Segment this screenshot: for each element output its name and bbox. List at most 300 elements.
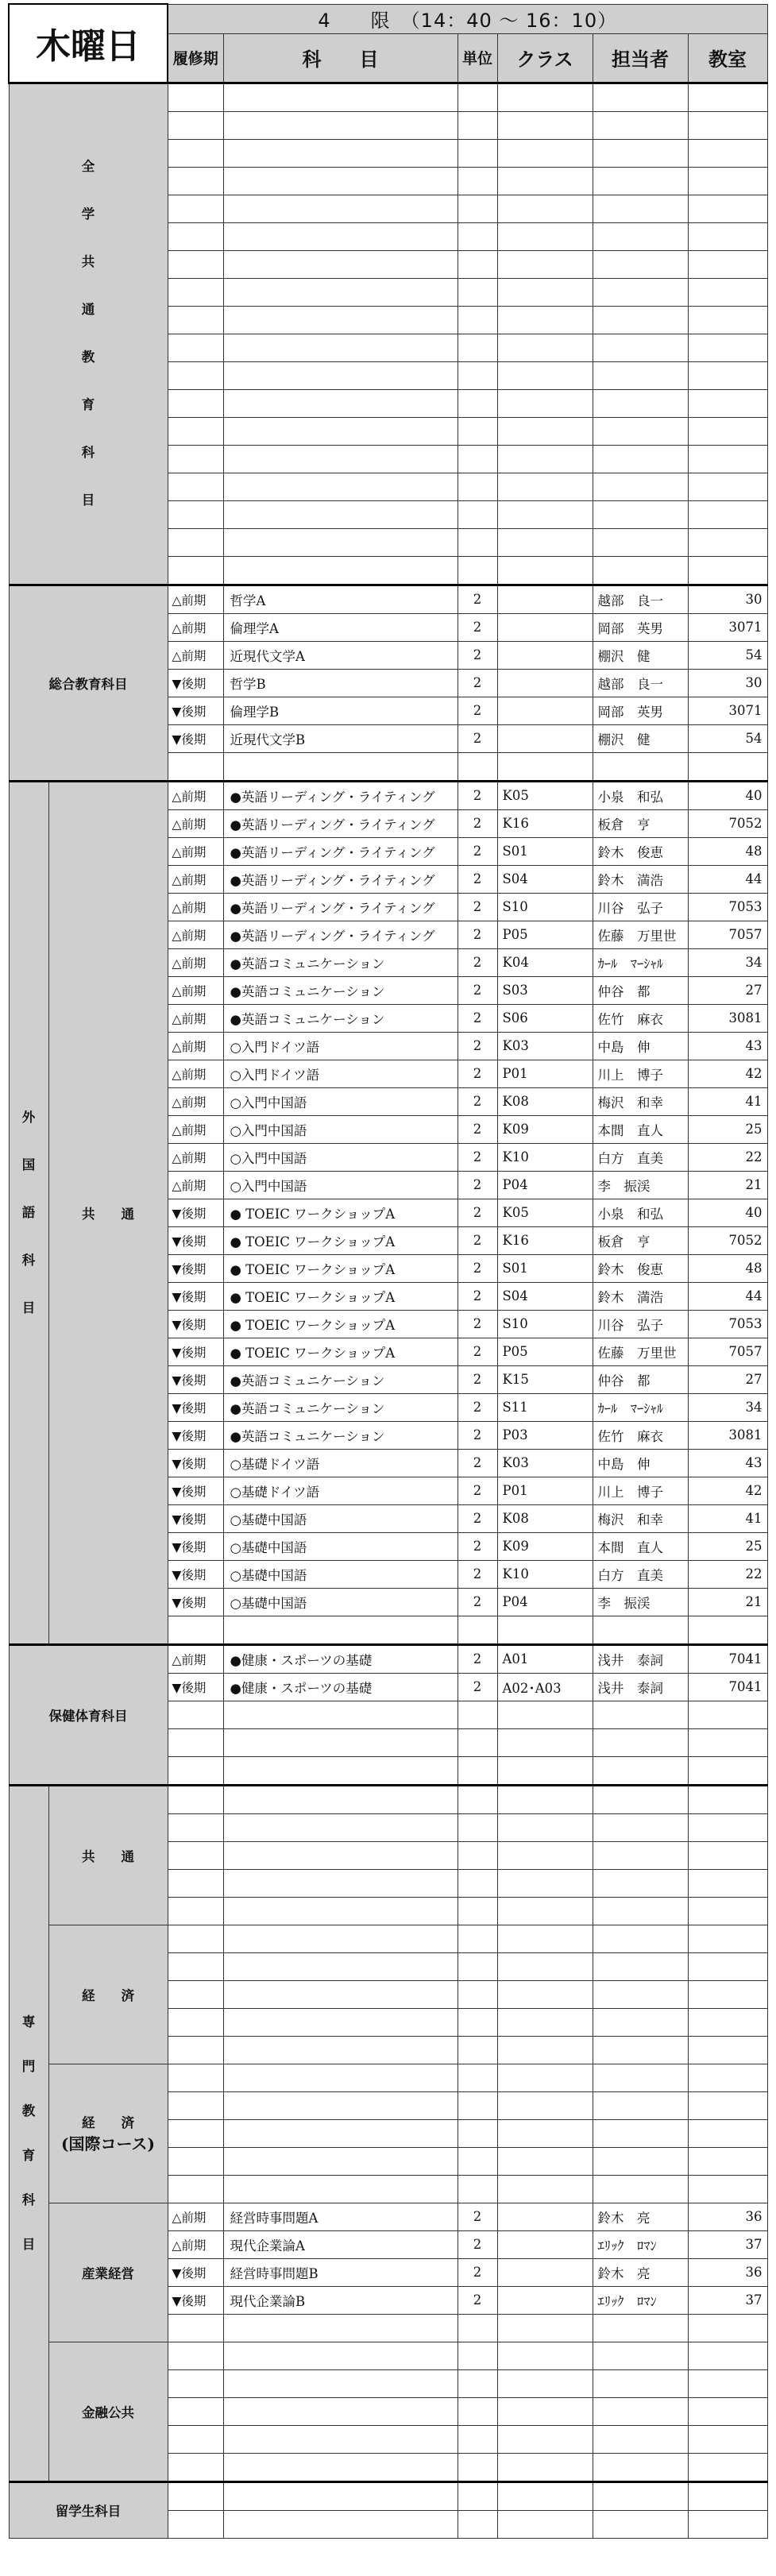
class-cell [497, 139, 593, 167]
section-label-text: 留学生科目 [55, 2504, 122, 2519]
term-cell [168, 528, 223, 556]
unit-cell [457, 1980, 497, 2008]
subject-cell [223, 250, 457, 278]
unit-cell [457, 556, 497, 585]
term-cell: △前期 [168, 1060, 223, 1087]
subject-cell: ●英語コミュニケーション [223, 976, 457, 1004]
teacher-cell: 鈴木 俊恵 [593, 837, 688, 865]
room-cell: 42 [688, 1477, 767, 1504]
unit-cell: 2 [457, 1338, 497, 1365]
unit-cell [457, 1785, 497, 1813]
class-cell: S04 [497, 865, 593, 893]
term-cell [168, 306, 223, 334]
room-cell: 7053 [688, 893, 767, 921]
room-cell [688, 167, 767, 195]
unit-cell: 2 [457, 2258, 497, 2286]
class-cell: S06 [497, 1004, 593, 1032]
term-cell: △前期 [168, 837, 223, 865]
unit-cell [457, 2453, 497, 2481]
term-cell [168, 2008, 223, 2036]
room-cell: 22 [688, 1143, 767, 1171]
class-cell [497, 2258, 593, 2286]
teacher-cell [593, 195, 688, 222]
subject-cell: ○入門中国語 [223, 1087, 457, 1115]
class-cell: K09 [497, 1115, 593, 1143]
subject-cell [223, 1701, 457, 1728]
term-cell: ▼後期 [168, 1504, 223, 1532]
unit-cell [457, 2510, 497, 2538]
room-cell [688, 2481, 767, 2510]
subject-cell [223, 2091, 457, 2119]
teacher-cell [593, 2175, 688, 2203]
term-cell: ▼後期 [168, 1449, 223, 1477]
teacher-cell [593, 2064, 688, 2091]
teacher-cell [593, 250, 688, 278]
unit-cell [457, 1756, 497, 1785]
teacher-cell: 佐竹 麻衣 [593, 1421, 688, 1449]
subject-cell: ●英語リーディング・ライティング [223, 865, 457, 893]
unit-cell [457, 389, 497, 417]
teacher-cell: ｶｰﾙ ﾏｰｼｬﾙ [593, 1393, 688, 1421]
class-cell: P04 [497, 1171, 593, 1199]
term-column-header: 履修期 [168, 33, 223, 83]
unit-cell: 2 [457, 1199, 497, 1226]
term-cell [168, 2147, 223, 2175]
unit-cell [457, 195, 497, 222]
table-row [9, 585, 767, 613]
term-cell: △前期 [168, 585, 223, 613]
room-cell [688, 111, 767, 139]
term-cell [168, 334, 223, 361]
room-cell [688, 473, 767, 500]
class-cell [497, 556, 593, 585]
term-cell [168, 2481, 223, 2510]
room-cell [688, 445, 767, 473]
teacher-cell: 仲谷 都 [593, 976, 688, 1004]
room-cell [688, 306, 767, 334]
unit-cell: 2 [457, 809, 497, 837]
unit-cell [457, 1925, 497, 1952]
room-cell: 7057 [688, 921, 767, 948]
subject-cell: ● TOEIC ワークショップA [223, 1310, 457, 1338]
teacher-cell [593, 167, 688, 195]
class-cell: P01 [497, 1477, 593, 1504]
unit-cell [457, 334, 497, 361]
teacher-cell: 越部 良一 [593, 669, 688, 697]
teacher-cell: 浅井 泰詞 [593, 1644, 688, 1673]
term-cell [168, 2510, 223, 2538]
unit-cell: 2 [457, 948, 497, 976]
unit-cell [457, 417, 497, 445]
unit-cell [457, 445, 497, 473]
class-cell [497, 2481, 593, 2510]
class-cell [497, 2453, 593, 2481]
room-cell [688, 1980, 767, 2008]
subject-column-header: 科 目 [223, 33, 457, 83]
class-cell [497, 1869, 593, 1897]
class-cell [497, 334, 593, 361]
term-cell: ▼後期 [168, 1532, 223, 1560]
subject-cell [223, 1925, 457, 1952]
term-cell [168, 417, 223, 445]
unit-cell [457, 2175, 497, 2203]
teacher-cell [593, 2369, 688, 2397]
unit-cell: 2 [457, 1504, 497, 1532]
class-cell [497, 1813, 593, 1841]
teacher-cell [593, 389, 688, 417]
class-cell [497, 724, 593, 752]
teacher-cell: 仲谷 都 [593, 1365, 688, 1393]
subject-cell: 倫理学B [223, 697, 457, 724]
teacher-cell [593, 417, 688, 445]
unit-cell [457, 2481, 497, 2510]
teacher-cell [593, 2425, 688, 2453]
unit-cell: 2 [457, 641, 497, 669]
class-cell: P04 [497, 1588, 593, 1616]
room-cell [688, 2119, 767, 2147]
subject-cell [223, 1813, 457, 1841]
class-cell [497, 2342, 593, 2369]
class-cell [497, 1616, 593, 1644]
room-cell: 41 [688, 1504, 767, 1532]
subject-cell: 経営時事問題B [223, 2258, 457, 2286]
subject-cell [223, 445, 457, 473]
room-cell: 7057 [688, 1338, 767, 1365]
subject-cell: ● TOEIC ワークショップA [223, 1282, 457, 1310]
teacher-cell: 鈴木 亮 [593, 2203, 688, 2230]
teacher-cell [593, 2119, 688, 2147]
room-cell: 36 [688, 2258, 767, 2286]
class-cell: A01 [497, 1644, 593, 1673]
subject-cell [223, 1952, 457, 1980]
room-cell: 3071 [688, 613, 767, 641]
term-cell: ▼後期 [168, 1560, 223, 1588]
section-label-text: 全学共通教育科目 [81, 159, 95, 508]
term-cell [168, 2091, 223, 2119]
teacher-cell: 鈴木 亮 [593, 2258, 688, 2286]
table-row [9, 2064, 767, 2091]
teacher-cell [593, 1813, 688, 1841]
unit-cell [457, 752, 497, 781]
unit-cell [457, 2425, 497, 2453]
term-cell: △前期 [168, 2230, 223, 2258]
term-cell [168, 2064, 223, 2091]
term-cell [168, 222, 223, 250]
class-cell [497, 2397, 593, 2425]
subject-cell [223, 83, 457, 111]
unit-cell [457, 1869, 497, 1897]
room-cell [688, 195, 767, 222]
unit-cell [457, 361, 497, 389]
section-label [48, 1785, 168, 1925]
term-cell [168, 1869, 223, 1897]
subject-cell: ●英語コミュニケーション [223, 1421, 457, 1449]
room-cell: 7041 [688, 1644, 767, 1673]
subject-cell [223, 361, 457, 389]
class-column-header: クラス [497, 33, 593, 83]
unit-cell: 2 [457, 1004, 497, 1032]
subject-cell [223, 167, 457, 195]
teacher-cell [593, 1728, 688, 1756]
room-cell: 37 [688, 2286, 767, 2314]
subject-cell: 哲学B [223, 669, 457, 697]
class-cell [497, 697, 593, 724]
unit-cell: 2 [457, 669, 497, 697]
term-cell: ▼後期 [168, 1254, 223, 1282]
teacher-cell [593, 1897, 688, 1925]
term-cell: ▼後期 [168, 1673, 223, 1701]
teacher-cell: 佐藤 万里世 [593, 1338, 688, 1365]
subject-cell [223, 2036, 457, 2064]
unit-cell [457, 139, 497, 167]
class-cell: K08 [497, 1504, 593, 1532]
teacher-cell [593, 334, 688, 361]
teacher-cell [593, 1952, 688, 1980]
unit-cell [457, 222, 497, 250]
room-cell [688, 528, 767, 556]
term-cell: ▼後期 [168, 1421, 223, 1449]
room-cell [688, 2008, 767, 2036]
subject-cell [223, 2008, 457, 2036]
subject-cell: ●英語リーディング・ライティング [223, 837, 457, 865]
section-label-text: 経 済 [82, 1987, 134, 2003]
unit-cell [457, 1897, 497, 1925]
room-cell [688, 1952, 767, 1980]
section-label-text: 共 通 [82, 1848, 134, 1864]
unit-cell [457, 528, 497, 556]
room-cell: 40 [688, 781, 767, 809]
table-row [9, 2342, 767, 2369]
subject-cell: 現代企業論B [223, 2286, 457, 2314]
teacher-cell: 小泉 和弘 [593, 1199, 688, 1226]
teacher-cell [593, 1841, 688, 1869]
class-cell [497, 195, 593, 222]
room-cell [688, 752, 767, 781]
room-cell: 7041 [688, 1673, 767, 1701]
class-cell [497, 2119, 593, 2147]
subject-cell: ○入門ドイツ語 [223, 1032, 457, 1060]
term-cell [168, 2369, 223, 2397]
class-cell [497, 250, 593, 278]
subject-cell [223, 556, 457, 585]
room-cell [688, 1869, 767, 1897]
subject-cell [223, 195, 457, 222]
class-cell [497, 111, 593, 139]
teacher-cell: 白方 直美 [593, 1560, 688, 1588]
subject-cell: 経営時事問題A [223, 2203, 457, 2230]
term-cell [168, 1980, 223, 2008]
class-cell [497, 1841, 593, 1869]
unit-cell: 2 [457, 781, 497, 809]
term-cell [168, 167, 223, 195]
term-cell: △前期 [168, 1171, 223, 1199]
teacher-cell [593, 2147, 688, 2175]
teacher-cell: 本間 直人 [593, 1115, 688, 1143]
term-cell: ▼後期 [168, 669, 223, 697]
subject-cell: ●英語リーディング・ライティング [223, 809, 457, 837]
unit-cell: 2 [457, 1032, 497, 1060]
teacher-cell: 川谷 弘子 [593, 893, 688, 921]
class-cell: P03 [497, 1421, 593, 1449]
term-cell: ▼後期 [168, 1226, 223, 1254]
unit-cell [457, 2008, 497, 2036]
unit-cell: 2 [457, 1060, 497, 1087]
term-cell: △前期 [168, 1143, 223, 1171]
class-cell [497, 1980, 593, 2008]
room-cell: 22 [688, 1560, 767, 1588]
class-cell [497, 585, 593, 613]
teacher-cell: 鈴木 俊恵 [593, 1254, 688, 1282]
class-cell [497, 2369, 593, 2397]
term-cell [168, 2119, 223, 2147]
term-cell [168, 473, 223, 500]
term-cell [168, 2453, 223, 2481]
subject-cell: ○基礎ドイツ語 [223, 1449, 457, 1477]
term-cell: △前期 [168, 1644, 223, 1673]
teacher-cell: 佐藤 万里世 [593, 921, 688, 948]
room-cell [688, 417, 767, 445]
teacher-cell [593, 2481, 688, 2510]
class-cell: K03 [497, 1449, 593, 1477]
room-cell: 34 [688, 1393, 767, 1421]
subject-cell: ●健康・スポーツの基礎 [223, 1673, 457, 1701]
room-cell: 7052 [688, 1226, 767, 1254]
term-cell [168, 1785, 223, 1813]
teacher-cell: 岡部 英男 [593, 697, 688, 724]
unit-cell: 2 [457, 1532, 497, 1560]
unit-cell: 2 [457, 1644, 497, 1673]
class-cell [497, 445, 593, 473]
room-cell: 44 [688, 1282, 767, 1310]
unit-cell: 2 [457, 2286, 497, 2314]
subject-cell [223, 473, 457, 500]
term-cell [168, 389, 223, 417]
unit-cell: 2 [457, 1560, 497, 1588]
subject-cell [223, 222, 457, 250]
section-label [9, 781, 48, 1644]
subject-cell: ○入門中国語 [223, 1143, 457, 1171]
subject-cell [223, 1869, 457, 1897]
term-cell [168, 278, 223, 306]
class-cell: K03 [497, 1032, 593, 1060]
teacher-cell: 川上 博子 [593, 1060, 688, 1087]
subject-cell [223, 1897, 457, 1925]
term-cell [168, 2425, 223, 2453]
class-cell: K04 [497, 948, 593, 976]
subject-cell [223, 1785, 457, 1813]
room-cell: 27 [688, 1365, 767, 1393]
unit-cell [457, 1616, 497, 1644]
term-cell: ▼後期 [168, 1310, 223, 1338]
subject-cell: ○基礎中国語 [223, 1532, 457, 1560]
term-cell [168, 2342, 223, 2369]
room-cell [688, 139, 767, 167]
subject-cell: ●英語リーディング・ライティング [223, 781, 457, 809]
subject-cell: 哲学A [223, 585, 457, 613]
table-row [9, 83, 767, 111]
unit-cell: 2 [457, 921, 497, 948]
room-cell: 3071 [688, 697, 767, 724]
class-cell: S01 [497, 1254, 593, 1282]
room-cell [688, 2397, 767, 2425]
room-cell: 42 [688, 1060, 767, 1087]
unit-cell: 2 [457, 1226, 497, 1254]
unit-cell: 2 [457, 893, 497, 921]
teacher-cell: 浅井 泰詞 [593, 1673, 688, 1701]
unit-cell: 2 [457, 1115, 497, 1143]
room-cell: 37 [688, 2230, 767, 2258]
subject-cell [223, 2064, 457, 2091]
subject-cell [223, 2481, 457, 2510]
room-cell [688, 222, 767, 250]
teacher-cell [593, 445, 688, 473]
term-cell [168, 1756, 223, 1785]
room-cell [688, 2425, 767, 2453]
unit-cell [457, 1701, 497, 1728]
class-cell: K05 [497, 781, 593, 809]
subject-cell [223, 306, 457, 334]
room-column-header: 教室 [688, 33, 767, 83]
room-cell [688, 361, 767, 389]
subject-cell: ○入門ドイツ語 [223, 1060, 457, 1087]
teacher-cell: 板倉 亨 [593, 809, 688, 837]
room-cell: 7052 [688, 809, 767, 837]
class-cell [497, 528, 593, 556]
class-cell: K08 [497, 1087, 593, 1115]
section-label [48, 2342, 168, 2481]
room-cell: 44 [688, 865, 767, 893]
subject-cell: ●英語コミュニケーション [223, 1393, 457, 1421]
teacher-cell: 中島 伸 [593, 1449, 688, 1477]
room-cell [688, 1897, 767, 1925]
room-cell [688, 278, 767, 306]
teacher-cell [593, 473, 688, 500]
subject-cell: 近現代文学A [223, 641, 457, 669]
section-label [48, 1925, 168, 2064]
room-cell [688, 1616, 767, 1644]
unit-cell: 2 [457, 724, 497, 752]
room-cell: 54 [688, 724, 767, 752]
room-cell [688, 2147, 767, 2175]
subject-cell [223, 334, 457, 361]
teacher-cell [593, 2342, 688, 2369]
unit-cell [457, 2036, 497, 2064]
room-cell [688, 1756, 767, 1785]
class-cell [497, 752, 593, 781]
subject-cell: ○入門中国語 [223, 1171, 457, 1199]
class-cell [497, 1952, 593, 1980]
room-cell [688, 1925, 767, 1952]
unit-cell [457, 2091, 497, 2119]
room-cell: 21 [688, 1171, 767, 1199]
class-cell: K16 [497, 1226, 593, 1254]
unit-cell: 2 [457, 837, 497, 865]
teacher-cell: 岡部 英男 [593, 613, 688, 641]
term-cell [168, 1925, 223, 1952]
subject-cell: ● TOEIC ワークショップA [223, 1254, 457, 1282]
term-cell [168, 500, 223, 528]
room-cell [688, 2175, 767, 2203]
room-cell: 3081 [688, 1004, 767, 1032]
subject-cell [223, 1616, 457, 1644]
subject-cell [223, 2397, 457, 2425]
class-cell: S04 [497, 1282, 593, 1310]
class-cell [497, 2064, 593, 2091]
class-cell [497, 669, 593, 697]
section-label [48, 2064, 168, 2203]
room-cell [688, 1785, 767, 1813]
subject-cell: ● TOEIC ワークショップA [223, 1338, 457, 1365]
